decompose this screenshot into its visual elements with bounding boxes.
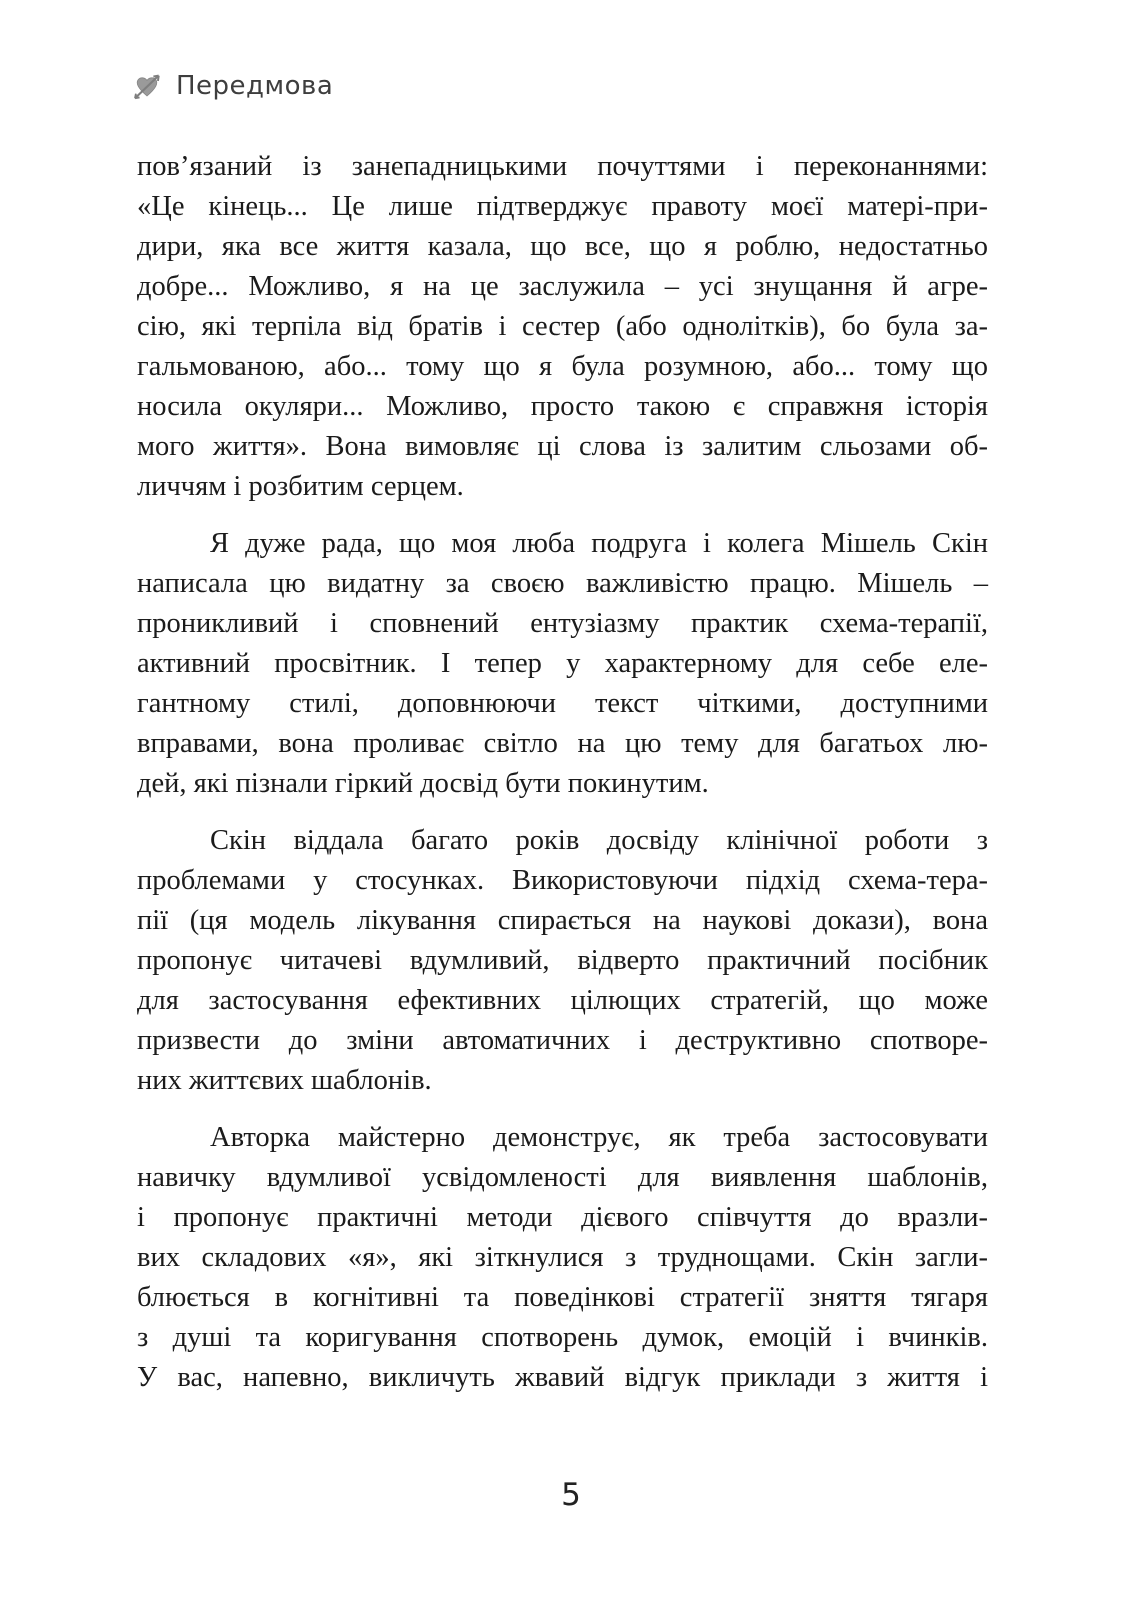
text-line: пов’язаний із занепадницькими почуттями і переконаннями:	[137, 151, 988, 182]
text-line: У вас, напевно, викличуть жвавий відгук приклади з життя і	[137, 1362, 988, 1393]
text-line: носила окуляри... Можливо, просто такою є справжня історія	[137, 391, 988, 422]
paragraph	[137, 821, 988, 1101]
text-line: Скін віддала багато років досвіду клінічної роботи з	[210, 825, 988, 856]
text-line: дири, яка все життя казала, що все, що я роблю, недостатньо	[137, 231, 988, 262]
text-line: навичку вдумливої усвідомленості для виявлення шаблонів,	[137, 1162, 988, 1193]
text-line: сію, які терпіла від братів і сестер (або однолітків), бо була за-	[137, 311, 988, 342]
paragraph	[137, 524, 988, 804]
text-line: блюється в когнітивні та поведінкові стратегії зняття тягаря	[137, 1282, 988, 1313]
text-line: призвести до зміни автоматичних і деструктивно спотворе-	[137, 1025, 988, 1056]
text-line: личчям і розбитим серцем.	[137, 471, 464, 502]
text-line: написала цю видатну за своєю важливістю працю. Мішель –	[137, 568, 988, 599]
body-text	[137, 147, 988, 1398]
text-line: вправами, вона проливає світло на цю тему для багатьох лю-	[137, 728, 988, 759]
text-line: гальмованою, або... тому що я була розумною, або... тому що	[137, 351, 988, 382]
text-line: дей, які пізнали гіркий досвід бути покинутим.	[137, 768, 709, 799]
text-line: і пропонує практичні методи дієвого співчуття до вразли-	[137, 1202, 988, 1233]
paragraph	[137, 1118, 988, 1398]
text-line: пії (ця модель лікування спирається на наукові докази), вона	[137, 905, 988, 936]
chapter-title: Передмова	[176, 71, 334, 101]
heart-with-arrow-icon	[131, 70, 163, 102]
text-line: з душі та коригування спотворень думок, емоцій і вчинків.	[137, 1322, 988, 1353]
text-line: вих складових «я», які зіткнулися з труднощами. Скін загли-	[137, 1242, 988, 1273]
page-number: 5	[561, 1477, 581, 1513]
text-line: них життєвих шаблонів.	[137, 1065, 432, 1096]
paragraph	[137, 147, 988, 507]
text-line: Авторка майстерно демонструє, як треба застосовувати	[210, 1122, 988, 1153]
page-header	[131, 70, 333, 102]
text-line: Я дуже рада, що моя люба подруга і колега Мішель Скін	[210, 528, 988, 559]
text-line: для застосування ефективних цілющих стратегій, що може	[137, 985, 988, 1016]
text-line: активний просвітник. І тепер у характерному для себе еле-	[137, 648, 988, 679]
text-line: проникливий і сповнений ентузіазму практик схема-терапії,	[137, 608, 988, 639]
text-line: пропонує читачеві вдумливий, відверто практичний посібник	[137, 945, 988, 976]
text-line: проблемами у стосунках. Використовуючи підхід схема-тера-	[137, 865, 988, 896]
text-line: гантному стилі, доповнюючи текст чіткими, доступними	[137, 688, 988, 719]
text-line: «Це кінець... Це лише підтверджує правоту моєї матері-при-	[137, 191, 988, 222]
text-line: добре... Можливо, я на це заслужила – усі знущання й агре-	[137, 271, 988, 302]
text-line: мого життя». Вона вимовляє ці слова із залитим сльозами об-	[137, 431, 988, 462]
